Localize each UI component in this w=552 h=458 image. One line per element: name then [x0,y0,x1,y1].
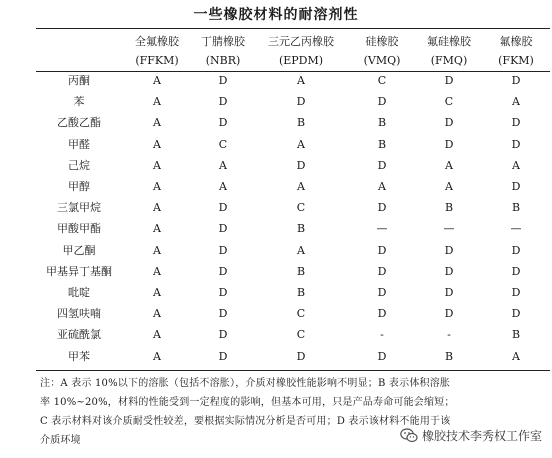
rating-cell: D [218,264,228,278]
wechat-icon [400,428,418,443]
rating-cell: D [444,264,454,278]
rating-cell: B [444,201,454,215]
rating-cell: A [378,180,386,194]
table-row [36,303,550,324]
col-header-name: 丁腈橡胶 [201,35,245,48]
rating-cell: D [296,349,306,363]
rating-cell: D [377,286,387,300]
rating-cell: D [444,116,454,130]
rating-cell: D [511,243,521,257]
rating-cell: A [512,158,520,172]
header-row-names [36,32,550,51]
col-header-name: 氟橡胶 [499,35,533,48]
solvent-name: 三氯甲烷 [57,201,101,215]
rating-cell: A [297,74,305,87]
rating-cell: A [153,201,161,215]
rating-cell: D [511,307,521,321]
col-header-abbr: (FFKM) [135,54,179,67]
solvent-name: 乙酸乙酯 [57,116,101,130]
rating-cell: — [510,222,522,236]
note-line: C 表示材料对该介质耐受性较差，要根据实际情况分析是否可用；D 表示该材料不能用于该 [40,416,451,427]
rating-cell: D [218,116,228,130]
solvent-name: 甲基异丁基酮 [46,264,112,278]
rating-cell: A [153,158,161,172]
rating-cell: D [511,264,521,278]
rating-cell: A [153,307,161,321]
rating-cell: D [218,286,228,300]
rating-cell: B [444,349,454,363]
rating-cell: D [444,307,454,321]
solvent-name: 亚硫酰氯 [57,328,101,342]
rating-cell: D [377,264,387,278]
table-row [36,134,550,155]
rating-cell: D [377,201,387,215]
table-row [36,91,550,112]
rating-cell: D [511,286,521,300]
rating-cell: A [153,286,161,300]
table-row [36,346,550,367]
solvent-name: 甲醇 [68,180,90,194]
rating-cell: D [377,95,387,109]
solvent-name: 丙酮 [68,74,90,87]
solvent-name: 甲苯 [68,349,90,363]
solvent-resistance-table [36,32,550,367]
col-header-abbr: (EPDM) [278,54,324,67]
rating-cell: A [153,264,161,278]
rating-cell: A [153,243,161,257]
rating-cell: A [512,349,520,363]
col-header-name: 全氟橡胶 [135,35,179,48]
rating-cell: D [296,95,306,109]
header-row-abbr [36,51,550,70]
rating-cell: C [377,74,387,87]
rating-cell: D [218,74,228,87]
rating-cell: — [443,222,455,236]
rating-cell: B [296,222,306,236]
solvent-name: 四氢呋喃 [57,307,101,321]
rating-cell: B [296,264,306,278]
rating-cell: D [444,243,454,257]
col-header-abbr: (NBR) [205,54,241,67]
rating-cell: - [380,328,384,342]
rating-cell: B [511,328,521,342]
rating-cell: D [511,74,521,87]
note-line: 介质环境 [40,435,81,446]
rating-cell: A [153,222,161,236]
table-row [36,112,550,133]
rating-cell: D [511,180,521,194]
rating-cell: A [153,137,161,151]
rating-cell: C [444,95,454,109]
table-row [36,70,550,91]
rating-cell: A [445,158,453,172]
rating-cell: B [377,137,387,151]
rating-cell: B [377,116,387,130]
rating-cell: B [511,201,521,215]
rating-cell: - [447,328,451,342]
rating-cell: A [297,180,305,194]
col-header-abbr: (FMQ) [430,54,468,67]
rating-cell: A [219,158,227,172]
watermark-text: 橡胶技术李秀权工作室 [421,429,542,443]
solvent-name: 甲酸甲酯 [57,222,101,236]
solvent-name: 苯 [73,95,85,109]
rating-cell: C [296,307,306,321]
rating-cell: A [297,243,305,257]
table-row [36,218,550,239]
col-header-name: 三元乙丙橡胶 [268,35,334,48]
table-row [36,155,550,176]
bottom-rule [36,370,550,371]
rating-cell: D [444,74,454,87]
top-rule [36,28,550,29]
rating-cell: D [218,328,228,342]
rating-cell: D [296,158,306,172]
rating-cell: A [153,180,161,194]
rating-cell: D [218,243,228,257]
note-line: 率 10%~20%，材料的性能受到一定程度的影响，但基本可用，只是产品寿命可能会缩短； [40,397,455,408]
col-header-abbr: (FKM) [498,54,534,67]
solvent-name: 己烷 [68,158,90,172]
rating-cell: A [297,137,305,151]
rating-cell: A [445,180,453,194]
rating-cell: B [296,116,306,130]
col-header-name: 硅橡胶 [365,35,399,48]
rating-cell: D [377,243,387,257]
table-row [36,176,550,197]
solvent-name: 甲乙酮 [62,243,96,257]
table-row [36,261,550,282]
rating-cell: C [218,137,228,151]
rating-cell: — [376,222,388,236]
rating-cell: D [218,95,228,109]
rating-cell: A [153,74,161,87]
header-rule [36,71,550,72]
rating-cell: D [218,349,228,363]
rating-cell: A [219,180,227,194]
table-row [36,324,550,345]
rating-cell: D [377,158,387,172]
rating-cell: D [218,222,228,236]
solvent-name: 甲醛 [68,137,90,151]
rating-cell: D [377,349,387,363]
rating-cell: C [296,201,306,215]
table-row [36,282,550,303]
table-row [36,197,550,218]
note-line: 注：A 表示 10%以下的溶胀（包括不溶胀），介质对橡胶性能影响不明显；B 表示体积溶胀 [40,378,451,389]
rating-cell: A [153,349,161,363]
rating-cell: A [153,116,161,130]
rating-cell: D [511,116,521,130]
rating-cell: D [218,307,228,321]
table-title: 一些橡胶材料的耐溶剂性 [193,7,359,23]
header-empty [36,32,122,51]
rating-cell: C [296,328,306,342]
rating-cell: A [153,95,161,109]
rating-cell: B [296,286,306,300]
rating-cell: D [218,201,228,215]
rating-cell: D [444,137,454,151]
rating-cell: A [153,328,161,342]
rating-cell: D [444,286,454,300]
header-empty [36,51,122,70]
rating-cell: D [511,137,521,151]
col-header-abbr: (VMQ) [363,54,401,67]
rating-cell: D [377,307,387,321]
rating-cell: A [512,95,520,109]
table-body [36,70,550,367]
table-row [36,240,550,261]
solvent-name: 吡啶 [68,286,90,300]
watermark [400,427,542,444]
col-header-name: 氟硅橡胶 [427,35,471,48]
